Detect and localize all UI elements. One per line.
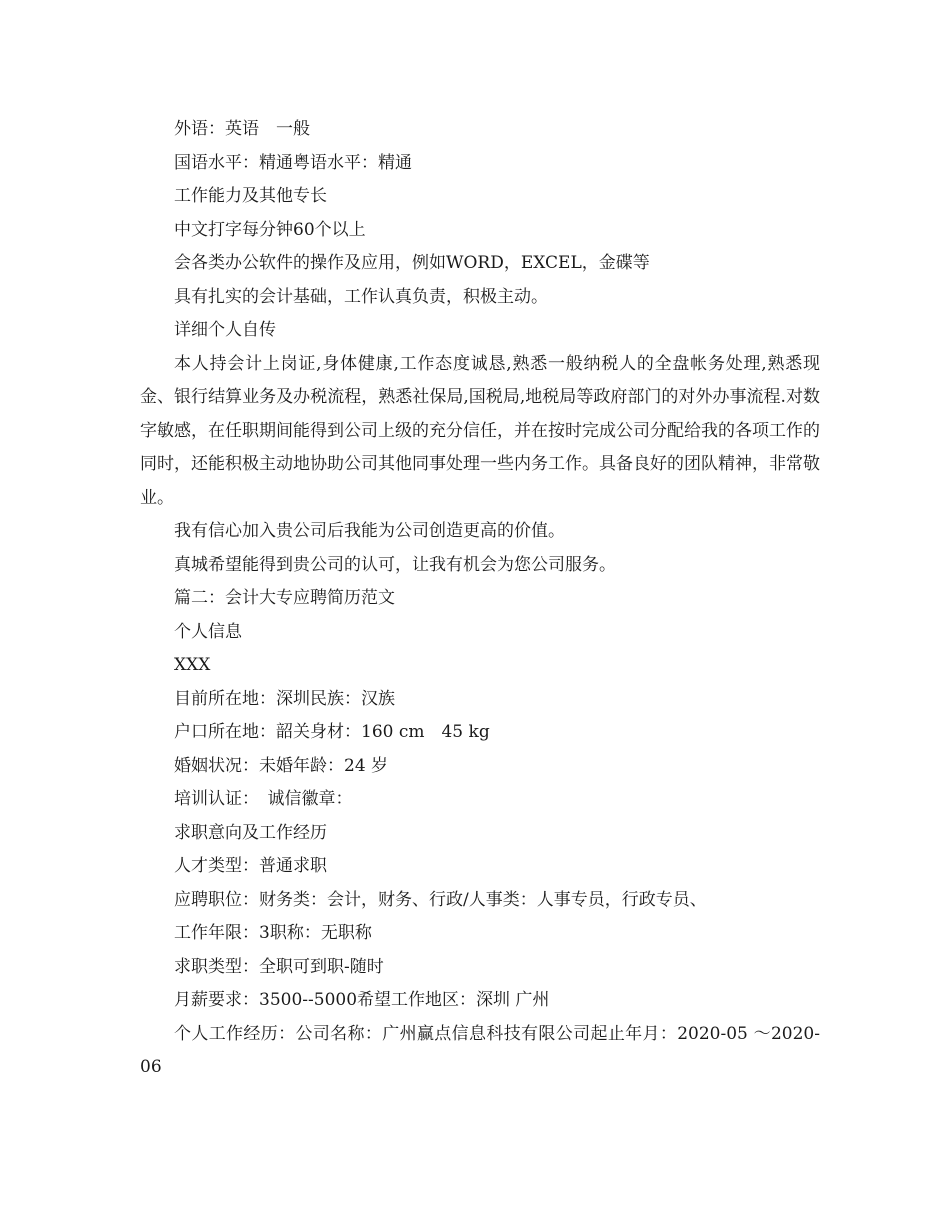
skills-heading: 工作能力及其他专长	[174, 186, 327, 206]
dialect-line: 国语水平：精通粤语水平：精通	[174, 152, 412, 173]
years-line: 工作年限：3职称：无职称	[174, 923, 372, 943]
positions-line: 应聘职位：财务类：会计，财务、行政/人事类：人事专员，行政专员、	[174, 889, 707, 910]
confidence-line: 我有信心加入贵公司后我能为公司创造更高的价值。	[174, 521, 565, 541]
salary-line: 月薪要求：3500--5000希望工作地区：深圳 广州	[174, 990, 550, 1010]
hukou-line: 户口所在地：韶关身材：160 cm 45 kg	[174, 722, 490, 742]
personal-info-heading: 个人信息	[174, 621, 242, 642]
job-type-line: 求职类型：全职可到职-随时	[174, 956, 384, 977]
intent-heading: 求职意向及工作经历	[174, 822, 327, 843]
experience-line: 个人工作经历：公司名称：广州赢点信息科技有限公司起止年月：2020-05 ～2020-06	[140, 1023, 820, 1077]
document-body	[140, 113, 820, 1085]
typing-line: 中文打字每分钟60个以上	[174, 219, 366, 240]
marital-line: 婚姻状况：未婚年龄：24 岁	[174, 755, 389, 776]
location-line: 目前所在地：深圳民族：汉族	[174, 688, 395, 709]
accounting-line: 具有扎实的会计基础，工作认真负责，积极主动。	[174, 286, 548, 307]
foreign-language-line: 外语：英语 一般	[174, 119, 310, 139]
software-line: 会各类办公软件的操作及应用，例如WORD，EXCEL，金碟等	[174, 253, 650, 273]
section-title: 篇二：会计大专应聘简历范文	[174, 588, 395, 608]
autobiography-paragraph: 本人持会计上岗证,身体健康,工作态度诚恳,熟悉一般纳税人的全盘帐务处理,熟悉现金、银行结算业务及办税流程，熟悉社保局,国税局,地税局等政府部门的对外办事流程.对数字敏感，在任职期间能得到公司上级的充分信任，并在按时完成公司分配给我的各项工作的同时，还能积极主动地协助公司其他同事处理一些内务工作。具备良好的团队精神，非常敬业。	[140, 353, 820, 508]
training-line: 培训认证： 诚信徽章：	[174, 789, 353, 809]
name-line: XXX	[174, 655, 211, 675]
hope-line: 真城希望能得到贵公司的认可，让我有机会为您公司服务。	[174, 554, 616, 575]
autobiography-heading: 详细个人自传	[174, 320, 276, 340]
talent-type-line: 人才类型：普通求职	[174, 856, 327, 876]
